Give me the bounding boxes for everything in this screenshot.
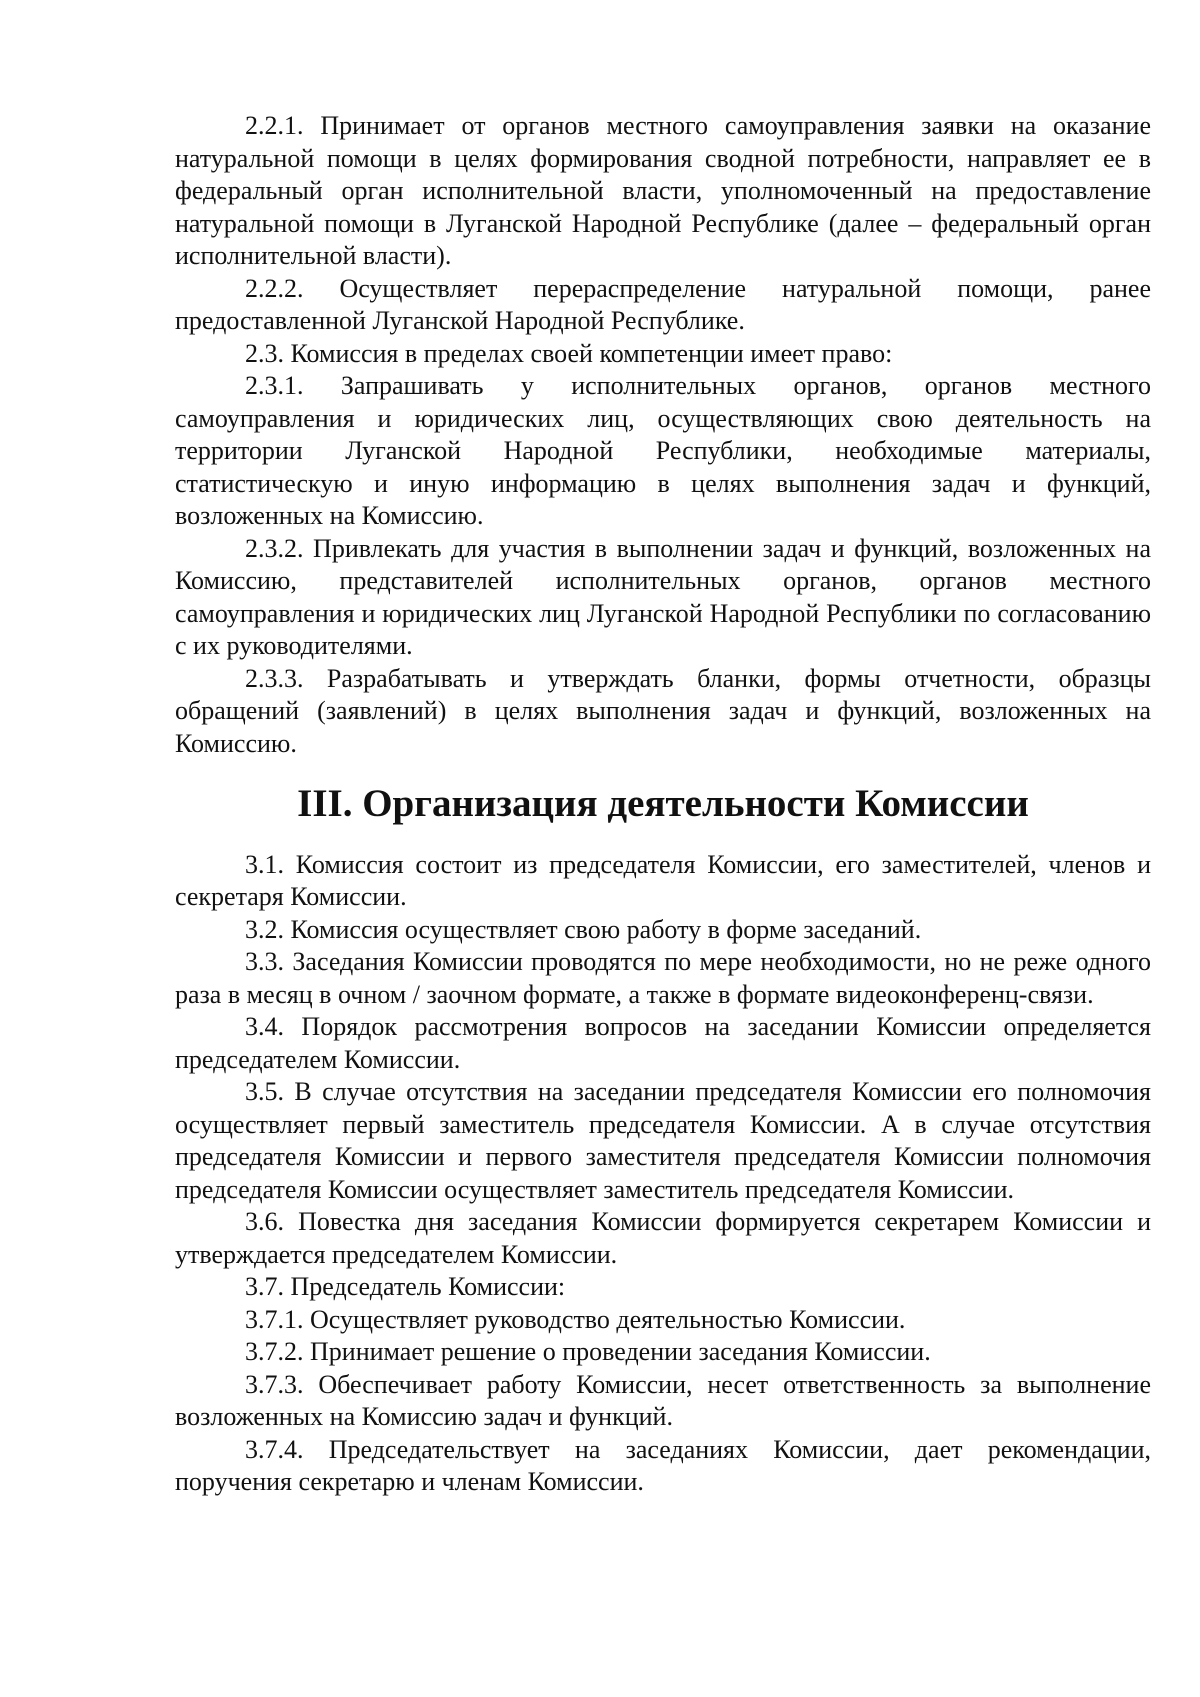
paragraph-3-2: 3.2. Комиссия осуществляет свою работу в форме заседаний. [245,914,922,944]
section-title: III. Организация деятельности Комиссии [297,782,1029,825]
paragraph-3-3: 3.3. Заседания Комиссии проводятся по мере необходимости, но не реже одного раза в месяц в очном / заочном формате, а также в формате видеоконференц-связи. [175,947,1151,1009]
paragraph-3-7: 3.7. Председатель Комиссии: [245,1272,566,1301]
paragraph-2-3-1: 2.3.1. Запрашивать у исполнительных органов, органов местного самоуправления и юридических лиц, осуществляющих свою деятельность на территории Луганской Народной Республики, необходимые материалы, статистическую и иную информацию в целях выполнения задач и функций, возложенных на Комиссию. [175,371,1151,530]
paragraph-3-1: 3.1. Комиссия состоит из председателя Комиссии, его заместителей, членов и секретаря Комиссии. [175,849,1151,911]
paragraph-3-7-1: 3.7.1. Осуществляет руководство деятельностью Комиссии. [245,1304,906,1334]
paragraph-3-5: 3.5. В случае отсутствия на заседании председателя Комиссии его полномочия осуществляет первый заместитель председателя Комиссии. А в случае отсутствия председателя Комиссии и первого заместителя председателя Комиссии полномочия председателя Комиссии осуществляет заместитель председателя Комиссии. [175,1077,1151,1204]
paragraph-2-2-2: 2.2.2. Осуществляет перераспределение натуральной помощи, ранее предоставленной Луганской Народной Республике. [175,273,1151,335]
paragraph-3-4: 3.4. Порядок рассмотрения вопросов на заседании Комиссии определяется председателем Комиссии. [175,1012,1151,1074]
paragraph-3-7-2: 3.7.2. Принимает решение о проведении заседания Комиссии. [245,1337,931,1366]
paragraph-2-3-2: 2.3.2. Привлекать для участия в выполнении задач и функций, возложенных на Комиссию, представителей исполнительных органов, органов местного самоуправления и юридических лиц Луганской Народной Республики по согласованию с их руководителями. [175,533,1151,660]
paragraph-3-6: 3.6. Повестка дня заседания Комиссии формируется секретарем Комиссии и утверждается председателем Комиссии. [175,1207,1151,1269]
paragraph-2-3: 2.3. Комиссия в пределах своей компетенции имеет право: [245,338,893,368]
paragraph-3-7-3: 3.7.3. Обеспечивает работу Комиссии, несет ответственность за выполнение возложенных на Комиссию задач и функций. [175,1369,1151,1431]
paragraph-2-3-3: 2.3.3. Разрабатывать и утверждать бланки, формы отчетности, образцы обращений (заявлений) в целях выполнения задач и функций, возложенных на Комиссию. [175,663,1151,758]
paragraph-2-2-1: 2.2.1. Принимает от органов местного самоуправления заявки на оказание натуральной помощи в целях формирования сводной потребности, направляет ее в федеральный орган исполнительной власти, уполномоченный на предоставление натуральной помощи в Луганской Народной Республике (далее – федеральный орган исполнительной власти). [175,111,1151,270]
document-page [175,110,1151,1499]
paragraph-3-7-4: 3.7.4. Председательствует на заседаниях Комиссии, дает рекомендации, поручения секретарю и членам Комиссии. [175,1434,1151,1496]
